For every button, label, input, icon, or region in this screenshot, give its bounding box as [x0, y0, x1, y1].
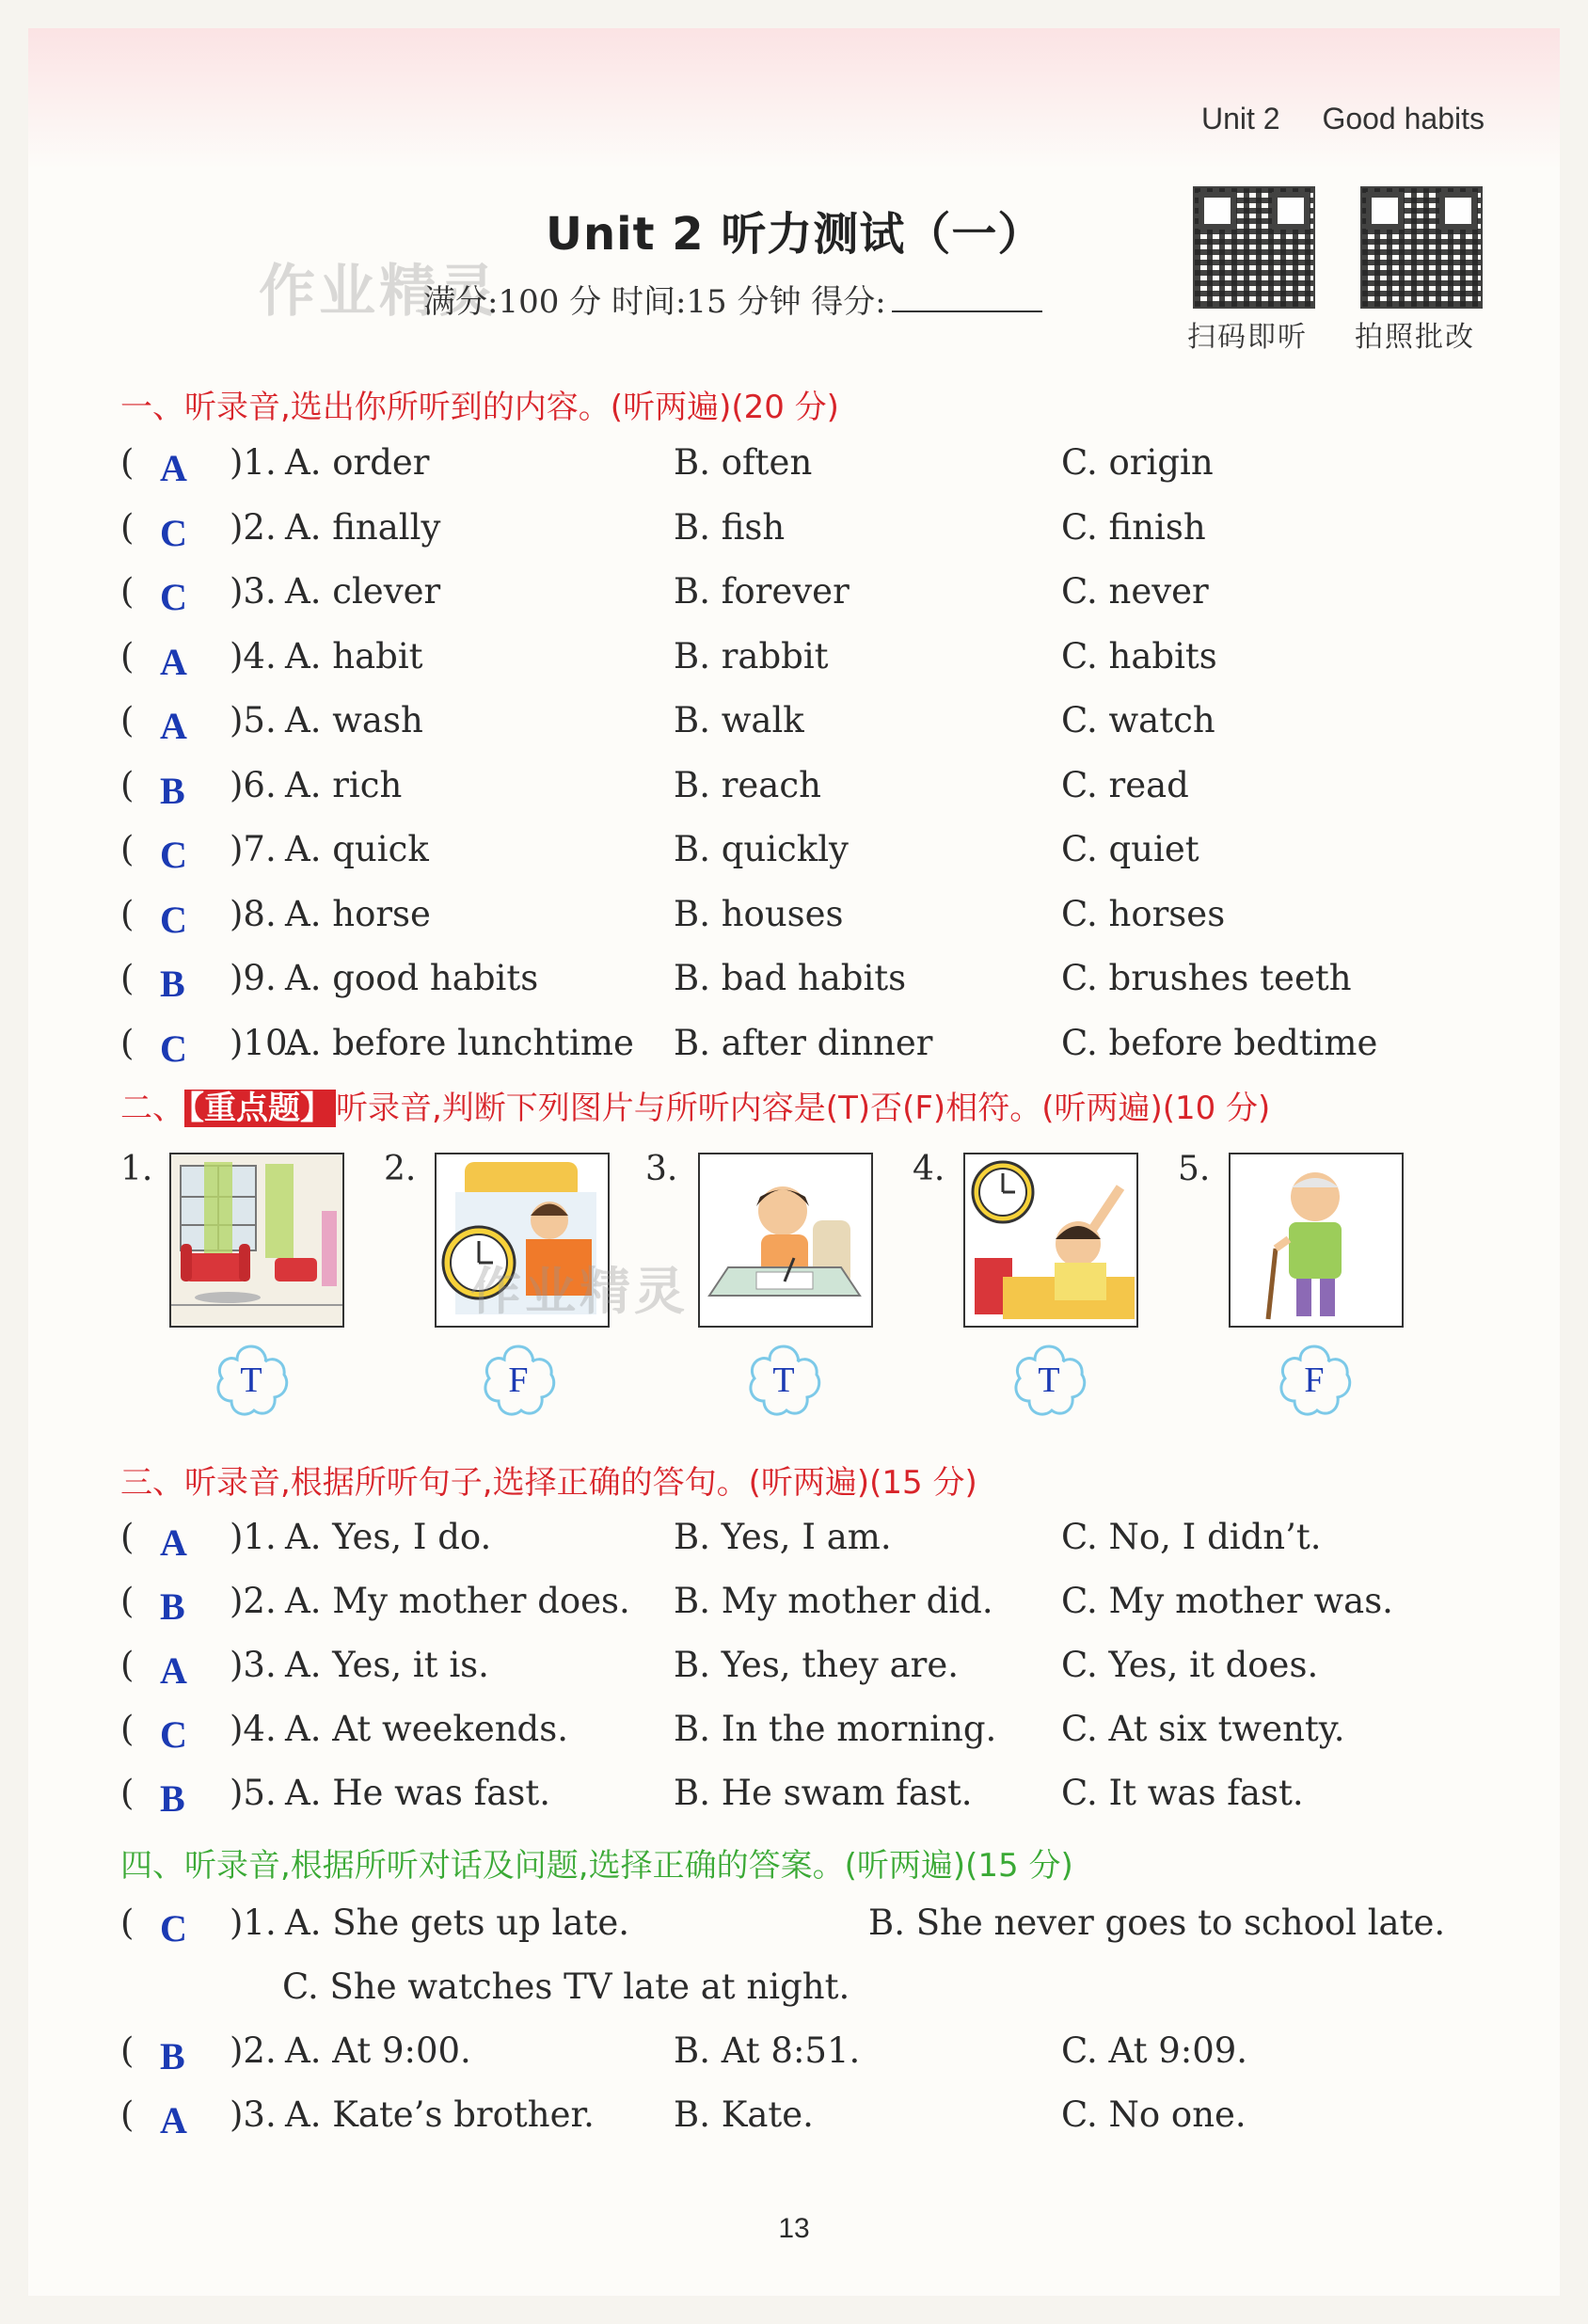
- section-2-prefix: 二、: [120, 1090, 184, 1127]
- page-title: Unit 2 听力测试（一）: [546, 208, 1044, 261]
- running-header: [1167, 102, 1485, 136]
- option-b: B. reach: [674, 764, 821, 805]
- option-b: B. Yes, they are.: [674, 1645, 959, 1685]
- open-paren: (: [120, 506, 135, 548]
- option-b: B. He swam fast.: [674, 1773, 973, 1813]
- answer-text: C: [160, 1713, 187, 1756]
- question-number: )1.: [230, 1902, 277, 1943]
- option-c: C. She watches TV late at night.: [282, 1966, 850, 2007]
- option-c: C. No, I didn’t.: [1061, 1517, 1322, 1557]
- score-blank: [892, 282, 1042, 312]
- question-number: )5.: [230, 700, 277, 740]
- score-info: [423, 276, 1042, 322]
- question-number: )10.: [230, 1022, 299, 1063]
- option-b: B. At 8:51.: [674, 2030, 861, 2071]
- question-number: )2.: [230, 2030, 277, 2071]
- option-a: A. Yes, it is.: [285, 1645, 489, 1685]
- open-paren: (: [120, 1022, 135, 1063]
- section-2-instruction: 听录音,判断下列图片与所听内容是(T)否(F)相符。(听两遍)(10 分): [336, 1090, 1271, 1127]
- open-paren: (: [120, 2094, 135, 2135]
- option-b: B. In the morning.: [674, 1709, 997, 1749]
- option-a: A. horse: [285, 893, 431, 934]
- key-question-tag: 【重点题】: [184, 1090, 336, 1127]
- option-b: B. after dinner: [674, 1022, 933, 1063]
- option-c: C. At six twenty.: [1061, 1709, 1345, 1749]
- open-paren: (: [120, 2030, 135, 2071]
- section-4-title: 四、听录音,根据所听对话及问题,选择正确的答案。(听两遍)(15 分): [120, 1847, 1073, 1885]
- option-b: B. Yes, I am.: [674, 1517, 892, 1557]
- question-number: )5.: [230, 1773, 277, 1813]
- option-a: A. Kate’s brother.: [285, 2094, 595, 2135]
- option-c: C. watch: [1061, 700, 1215, 740]
- answer-flower: [1274, 1341, 1355, 1422]
- option-c: C. habits: [1061, 635, 1217, 677]
- answer-text: A: [160, 1649, 187, 1692]
- open-paren: (: [120, 1645, 135, 1685]
- answer-text: B: [160, 1585, 185, 1628]
- answer-text: A: [160, 447, 187, 489]
- answer-text: C: [160, 511, 187, 554]
- option-b: B. walk: [674, 700, 804, 740]
- option-a: A. Yes, I do.: [285, 1517, 492, 1557]
- option-c: C. before bedtime: [1061, 1022, 1378, 1063]
- watermark: 作业精灵: [259, 259, 500, 325]
- section-2-title: [120, 1082, 1270, 1128]
- open-paren: (: [120, 442, 135, 483]
- answer-text: F: [1304, 1361, 1325, 1400]
- question-number: )9.: [230, 958, 277, 998]
- answer-flower: [743, 1341, 824, 1422]
- section-3-title: 三、听录音,根据所听句子,选择正确的答句。(听两遍)(15 分): [120, 1464, 977, 1502]
- option-c: C. read: [1061, 764, 1189, 805]
- qr-label-grade: 拍照批改: [1355, 321, 1475, 354]
- option-a: A. wash: [285, 700, 423, 740]
- option-a: A. My mother does.: [285, 1581, 630, 1621]
- open-paren: (: [120, 1773, 135, 1813]
- option-a: A. before lunchtime: [285, 1022, 634, 1063]
- option-c: C. finish: [1061, 506, 1206, 548]
- option-b: B. bad habits: [674, 958, 907, 998]
- answer-text: F: [508, 1361, 529, 1400]
- answer-text: B: [160, 769, 185, 812]
- option-a: A. rich: [285, 764, 403, 805]
- header-unit: Unit 2: [1200, 102, 1280, 135]
- option-a: A. finally: [285, 506, 441, 548]
- question-number: )7.: [230, 829, 277, 869]
- picture-number: 5.: [1178, 1150, 1211, 1188]
- answer-text: C: [160, 1027, 187, 1070]
- option-a: A. clever: [285, 571, 441, 612]
- question-number: )2.: [230, 1581, 277, 1621]
- option-a: A. He was fast.: [285, 1773, 551, 1813]
- option-c: C. At 9:09.: [1061, 2030, 1248, 2071]
- option-a: A. good habits: [285, 958, 539, 998]
- answer-text: A: [160, 1521, 187, 1564]
- open-paren: (: [120, 571, 135, 612]
- top-banner: [28, 28, 1560, 169]
- option-b: B. forever: [674, 571, 850, 612]
- option-a: A. order: [285, 442, 430, 483]
- open-paren: (: [120, 635, 135, 677]
- option-c: C. quiet: [1061, 829, 1199, 869]
- open-paren: (: [120, 700, 135, 740]
- answer-text: A: [160, 705, 187, 747]
- picture-boy-waking-up: [963, 1153, 1138, 1328]
- open-paren: (: [120, 1902, 135, 1943]
- open-paren: (: [120, 1581, 135, 1621]
- question-number: )6.: [230, 764, 277, 805]
- answer-text: T: [240, 1361, 262, 1400]
- question-number: )4.: [230, 635, 277, 677]
- option-a: A. She gets up late.: [285, 1902, 629, 1943]
- answer-text: T: [1038, 1361, 1060, 1400]
- question-number: )3.: [230, 571, 277, 612]
- option-b: B. My mother did.: [674, 1581, 993, 1621]
- answer-text: A: [160, 2099, 187, 2141]
- open-paren: (: [120, 1517, 135, 1557]
- answer-text: B: [160, 2035, 185, 2077]
- option-b: B. houses: [674, 893, 844, 934]
- option-c: C. origin: [1061, 442, 1214, 483]
- option-a: A. At 9:00.: [285, 2030, 471, 2071]
- option-c: C. No one.: [1061, 2094, 1247, 2135]
- answer-text: T: [772, 1361, 795, 1400]
- open-paren: (: [120, 764, 135, 805]
- picture-number: 2.: [384, 1150, 417, 1188]
- question-number: )3.: [230, 2094, 277, 2135]
- question-number: )1.: [230, 442, 277, 483]
- qr-code-listen[interactable]: [1193, 186, 1315, 309]
- answer-flower: [478, 1341, 559, 1422]
- score-info-text: 满分:100 分 时间:15 分钟 得分:: [423, 283, 886, 321]
- open-paren: (: [120, 893, 135, 934]
- option-b: B. She never goes to school late.: [868, 1902, 1446, 1943]
- answer-text: B: [160, 1777, 185, 1820]
- answer-text: A: [160, 640, 187, 683]
- section-1-title: 一、听录音,选出你所听到的内容。(听两遍)(20 分): [120, 389, 839, 426]
- option-a: A. quick: [285, 829, 429, 869]
- open-paren: (: [120, 1709, 135, 1749]
- page-number: 13: [778, 2213, 810, 2244]
- option-b: B. fish: [674, 506, 786, 548]
- option-b: B. Kate.: [674, 2094, 814, 2135]
- watermark: 作业精灵: [470, 1262, 689, 1321]
- header-topic: Good habits: [1322, 102, 1485, 135]
- option-c: C. It was fast.: [1061, 1773, 1304, 1813]
- option-a: A. At weekends.: [285, 1709, 568, 1749]
- open-paren: (: [120, 958, 135, 998]
- option-c: C. horses: [1061, 893, 1226, 934]
- picture-boy-writing: [698, 1153, 873, 1328]
- option-b: B. quickly: [674, 829, 849, 869]
- question-number: )8.: [230, 893, 277, 934]
- picture-number: 3.: [645, 1150, 678, 1188]
- open-paren: (: [120, 829, 135, 869]
- question-number: )2.: [230, 506, 277, 548]
- option-c: C. My mother was.: [1061, 1581, 1393, 1621]
- question-number: )4.: [230, 1709, 277, 1749]
- qr-label-listen: 扫码即听: [1187, 321, 1308, 354]
- picture-number: 4.: [913, 1150, 945, 1188]
- option-b: B. often: [674, 442, 813, 483]
- option-c: C. never: [1061, 571, 1209, 612]
- option-c: C. brushes teeth: [1061, 958, 1352, 998]
- picture-number: 1.: [120, 1150, 153, 1188]
- answer-text: C: [160, 576, 187, 618]
- option-a: A. habit: [285, 635, 423, 677]
- answer-text: C: [160, 1907, 187, 1950]
- answer-flower: [1008, 1341, 1089, 1422]
- answer-text: C: [160, 898, 187, 941]
- picture-old-man: [1229, 1153, 1404, 1328]
- option-b: B. rabbit: [674, 635, 829, 677]
- option-c: C. Yes, it does.: [1061, 1645, 1319, 1685]
- answer-flower: [211, 1341, 292, 1422]
- qr-code-grade[interactable]: [1360, 186, 1483, 309]
- question-number: )3.: [230, 1645, 277, 1685]
- answer-text: B: [160, 963, 185, 1005]
- answer-text: C: [160, 834, 187, 876]
- picture-living-room: [169, 1153, 344, 1328]
- question-number: )1.: [230, 1517, 277, 1557]
